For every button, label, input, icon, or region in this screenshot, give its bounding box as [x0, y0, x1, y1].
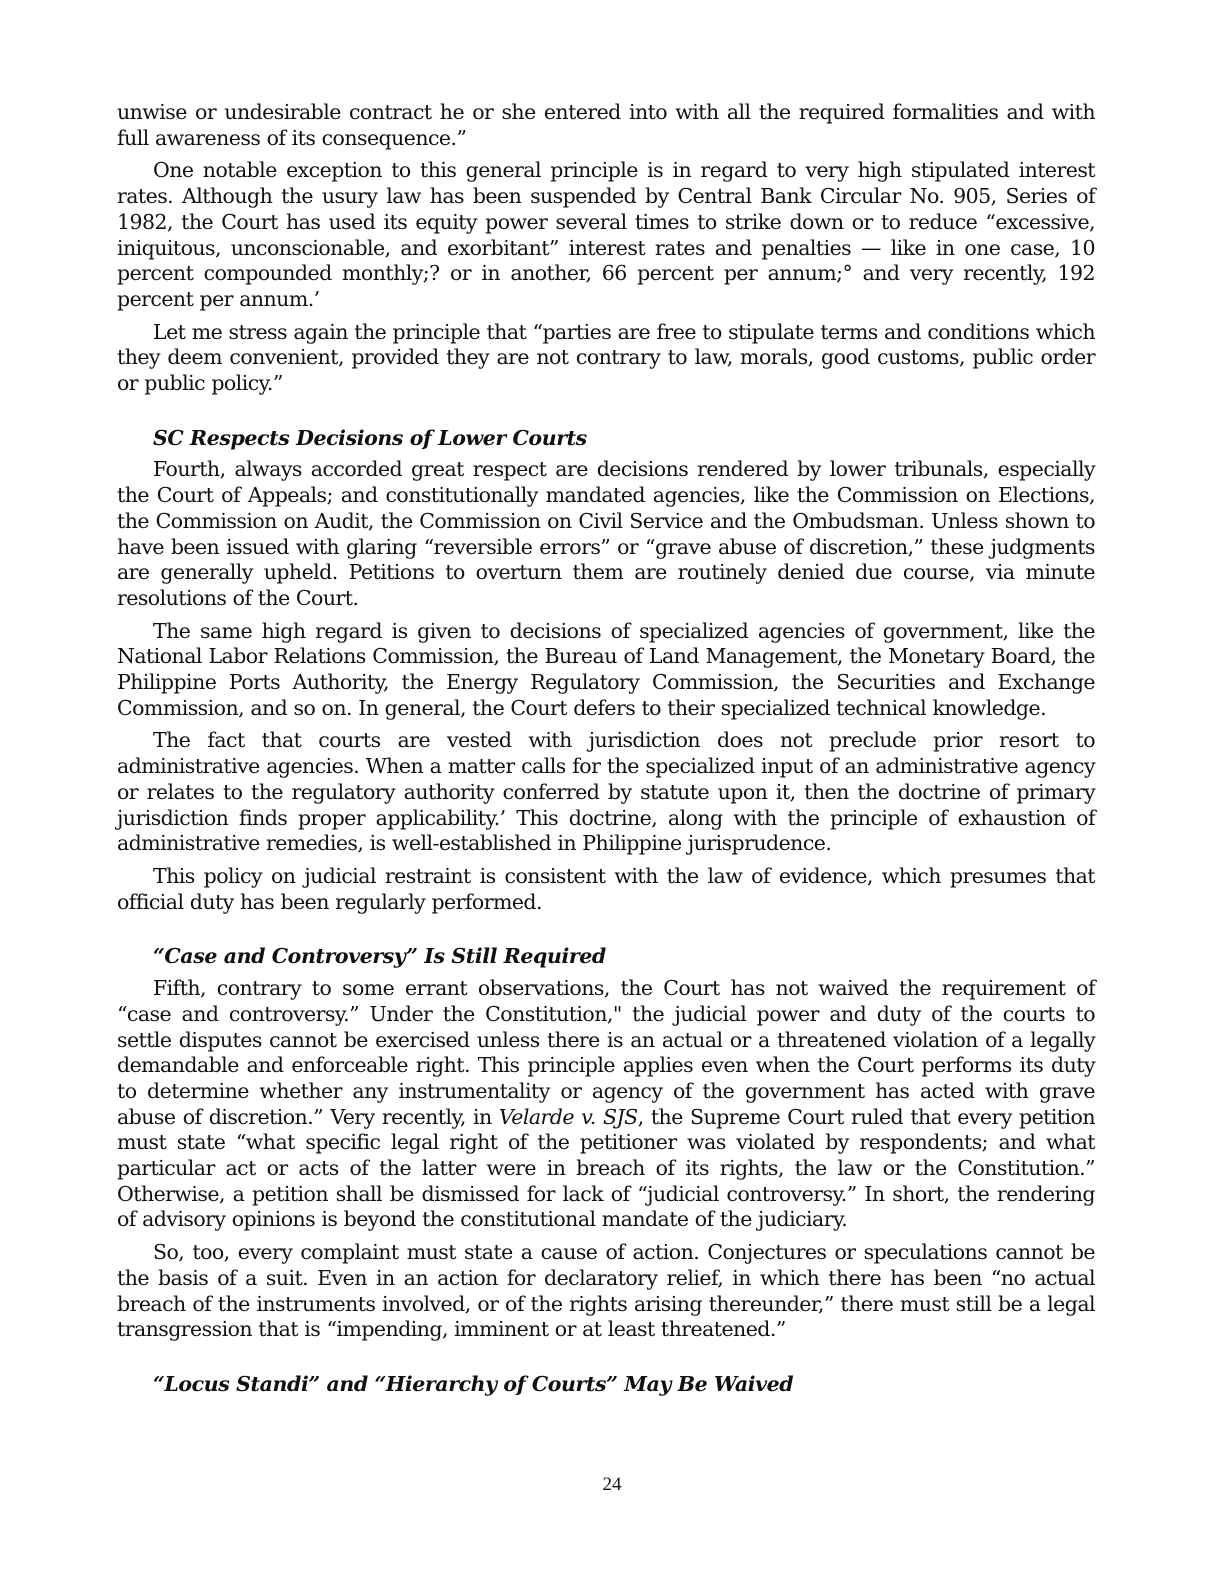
paragraph-judicial-restraint: This policy on judicial restraint is consistent with the law of evidence, which presumes that official duty has been regularly performed. — [117, 863, 1095, 914]
paragraph-fifth-part-2: , the Supreme Court ruled that every petition must state “what specific legal right of the petitioner was violated by respondents; and what particular act or acts of the latter were in breach of its rights, the law or the Constitution.” Otherwise, a petition shall be dismissed for lack of “judicial controversy.” In short, the rendering of advisory opinions is beyond the constitutional mandate of the judiciary. — [117, 1104, 1095, 1232]
heading-locus-standi: “Locus Standi” and “Hierarchy of Courts” May Be Waived — [153, 1371, 794, 1396]
paragraph-fifth — [117, 976, 1095, 1233]
paragraph-cause-of-action: So, too, every complaint must state a cause of action. Conjectures or speculations cannot be the basis of a suit. Even in an action for declaratory relief, in which there has been “no actual breach of the instruments involved, or of the rights arising thereunder,” there must still be a legal transgression that is “impending, imminent or at least threatened.” — [117, 1240, 1095, 1342]
paragraph-fifth-part-1: Fifth, contrary to some errant observations, the Court has not waived the requirement of “case and controversy.” Under the Constitution," the judicial power and duty of the courts to settle disputes cannot be exercised unless there is an actual or a threatened violation of a legally demandable and enforceable right. This principle applies even when the Court performs its duty to determine whether any instrumentality or agency of the government has acted with grave abuse of discretion.” Very recently, in — [117, 976, 1095, 1129]
case-citation: Velarde v. SJS — [498, 1104, 638, 1129]
document-page — [117, 100, 1095, 1404]
heading-lower-courts: SC Respects Decisions of Lower Courts — [153, 425, 587, 450]
heading-case-controversy: “Case and Controversy” Is Still Required — [153, 944, 606, 969]
paragraph-interest-rates: One notable exception to this general principle is in regard to very high stipulated interest rates. Although the usury law has been suspended by Central Bank Circular No. 905, Series of 1982, the Court has used its equity power several times to strike down or to reduce “excessive, iniquitous, unconscionable, and exorbitant” interest rates and penalties — like in one case, 10 percent compounded monthly;? or in another, 66 percent per annum;° and very recently, 192 percent per annum.’ — [117, 158, 1095, 311]
paragraph-freedom-to-stipulate: Let me stress again the principle that “parties are free to stipulate terms and conditions which they deem convenient, provided they are not contrary to law, morals, good customs, public order or public policy.” — [117, 319, 1095, 396]
paragraph-primary-jurisdiction: The fact that courts are vested with jurisdiction does not preclude prior resort to administrative agencies. When a matter calls for the specialized input of an administrative agency or relates to the regulatory authority conferred by statute upon it, then the doctrine of primary jurisdiction finds proper applicability.’ This doctrine, along with the principle of exhaustion of administrative remedies, is well-established in Philippine jurisprudence. — [117, 728, 1095, 856]
paragraph-continuation: unwise or undesirable contract he or she entered into with all the required formalities and with full awareness of its consequence.” — [117, 100, 1095, 150]
paragraph-specialized-agencies: The same high regard is given to decisions of specialized agencies of government, like the National Labor Relations Commission, the Bureau of Land Management, the Monetary Board, the Philippine Ports Authority, the Energy Regulatory Commission, the Securities and Exchange Commission, and so on. In general, the Court defers to their specialized technical knowledge. — [117, 618, 1095, 720]
page-number: 24 — [602, 1474, 622, 1495]
paragraph-fourth: Fourth, always accorded great respect are decisions rendered by lower tribunals, especially the Court of Appeals; and constitutionally mandated agencies, like the Commission on Elections, the Commission on Audit, the Commission on Civil Service and the Ombudsman. Unless shown to have been issued with glaring “reversible errors” or “grave abuse of discretion,” these judgments are generally upheld. Petitions to overturn them are routinely denied due course, via minute resolutions of the Court. — [117, 457, 1095, 610]
